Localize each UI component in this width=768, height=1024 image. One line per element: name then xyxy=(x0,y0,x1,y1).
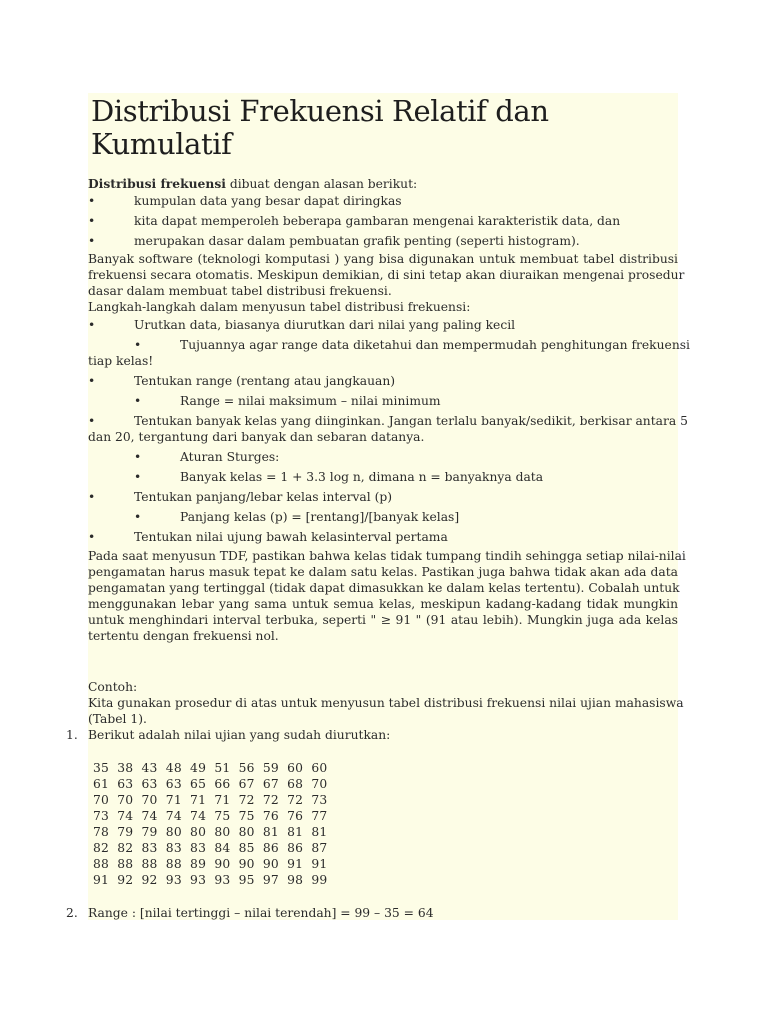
substep-continuation: tiap kelas! xyxy=(88,354,154,368)
tdf-para-line: pengamatan harus masuk tepat ke dalam satu kelas. Pastikan juga bahwa tidak akan ada data xyxy=(88,565,678,579)
step-text: Tentukan range (rentang atau jangkauan) xyxy=(134,374,396,388)
reason-text: kumpulan data yang besar dapat diringkas xyxy=(134,194,402,208)
contoh-label: Contoh: xyxy=(88,680,138,694)
steps-heading: Langkah-langkah dalam menyusun tabel distribusi frekuensi: xyxy=(88,300,471,314)
contoh-text-line: (Tabel 1). xyxy=(88,712,147,726)
substep-text: Banyak kelas = 1 + 3.3 log n, dimana n = banyaknya data xyxy=(180,470,544,484)
item-number: 1. xyxy=(66,728,78,742)
title-line-2: Kumulatif xyxy=(91,127,232,161)
software-para-line: Banyak software (teknologi komputasi ) yang bisa digunakan untuk membuat tabel distribusi xyxy=(88,252,678,266)
substep-text: Tujuannya agar range data diketahui dan mempermudah penghitungan frekuensi xyxy=(180,338,690,352)
bullet-icon: • xyxy=(88,374,96,388)
substep-text: Aturan Sturges: xyxy=(180,450,280,464)
scores-row: 88 88 88 88 89 90 90 90 91 91 xyxy=(93,857,328,871)
scores-row: 35 38 43 48 49 51 56 59 60 60 xyxy=(93,761,328,775)
software-para-line: frekuensi secara otomatis. Meskipun demikian, di sini tetap akan diuraikan mengenai prosedur xyxy=(88,268,685,282)
bullet-icon: • xyxy=(88,414,96,428)
bullet-icon: • xyxy=(88,530,96,544)
tdf-para-line: untuk menghindari interval terbuka, seperti " ≥ 91 " (91 atau lebih). Mungkin juga ada kelas xyxy=(88,613,678,627)
title-line-1: Distribusi Frekuensi Relatif dan xyxy=(91,94,549,128)
bullet-icon: • xyxy=(88,214,96,228)
scores-row: 78 79 79 80 80 80 80 81 81 81 xyxy=(93,825,328,839)
contoh-text-line: Kita gunakan prosedur di atas untuk menyusun tabel distribusi frekuensi nilai ujian mahasiswa xyxy=(88,696,684,710)
document-page xyxy=(66,93,690,920)
item-number: 2. xyxy=(66,906,78,920)
tdf-para-line: pengamatan yang tertinggal (tidak dapat dimasukkan ke dalam kelas tertentu). Cobalah untuk xyxy=(88,581,680,595)
step-text: Tentukan panjang/lebar kelas interval (p) xyxy=(134,490,393,504)
item-text: Range : [nilai tertinggi – nilai terendah] = 99 – 35 = 64 xyxy=(88,906,434,920)
bullet-icon: • xyxy=(88,194,96,208)
bullet-icon: • xyxy=(134,338,142,352)
step-continuation: dan 20, tergantung dari banyak dan sebaran datanya. xyxy=(88,430,425,444)
tdf-para-line: Pada saat menyusun TDF, pastikan bahwa kelas tidak tumpang tindih sehingga setiap nilai-nilai xyxy=(88,549,686,563)
software-para-line: dasar dalam membuat tabel distribusi frekuensi. xyxy=(88,284,392,298)
bullet-icon: • xyxy=(88,490,96,504)
bullet-icon: • xyxy=(134,450,142,464)
numbered-item-1 xyxy=(66,727,678,743)
bullet-icon: • xyxy=(88,318,96,332)
step-text: Urutkan data, biasanya diurutkan dari nilai yang paling kecil xyxy=(134,318,516,332)
scores-row: 70 70 70 71 71 71 72 72 72 73 xyxy=(93,793,328,807)
scores-row: 82 82 83 83 83 84 85 86 86 87 xyxy=(93,841,328,855)
tdf-para-line: menggunakan lebar yang sama untuk semua kelas, meskipun kadang-kadang tidak mungkin xyxy=(88,597,678,611)
scores-row: 91 92 92 93 93 93 95 97 98 99 xyxy=(93,873,328,887)
substep-text: Range = nilai maksimum – nilai minimum xyxy=(180,394,441,408)
intro-line xyxy=(88,176,678,192)
bullet-icon: • xyxy=(134,510,142,524)
bullet-icon: • xyxy=(134,394,142,408)
page-title xyxy=(91,95,676,161)
substep-text: Panjang kelas (p) = [rentang]/[banyak kelas] xyxy=(180,510,460,524)
scores-row: 73 74 74 74 74 75 75 76 76 77 xyxy=(93,809,328,823)
scores-row: 61 63 63 63 65 66 67 67 68 70 xyxy=(93,777,328,791)
item-text: Berikut adalah nilai ujian yang sudah diurutkan: xyxy=(88,728,391,742)
step-text: Tentukan banyak kelas yang diinginkan. Jangan terlalu banyak/sedikit, berkisar antara 5 xyxy=(134,414,688,428)
intro-rest: dibuat dengan alasan berikut: xyxy=(225,177,418,191)
numbered-item-2 xyxy=(66,905,678,921)
bullet-icon: • xyxy=(134,470,142,484)
reason-text: kita dapat memperoleh beberapa gambaran mengenai karakteristik data, dan xyxy=(134,214,621,228)
bullet-icon: • xyxy=(88,234,96,248)
tdf-para-line: tertentu dengan frekuensi nol. xyxy=(88,629,279,643)
intro-bold: Distribusi frekuensi xyxy=(88,176,226,191)
step-text: Tentukan nilai ujung bawah kelasinterval pertama xyxy=(134,530,448,544)
reason-text: merupakan dasar dalam pembuatan grafik penting (seperti histogram). xyxy=(134,234,580,248)
